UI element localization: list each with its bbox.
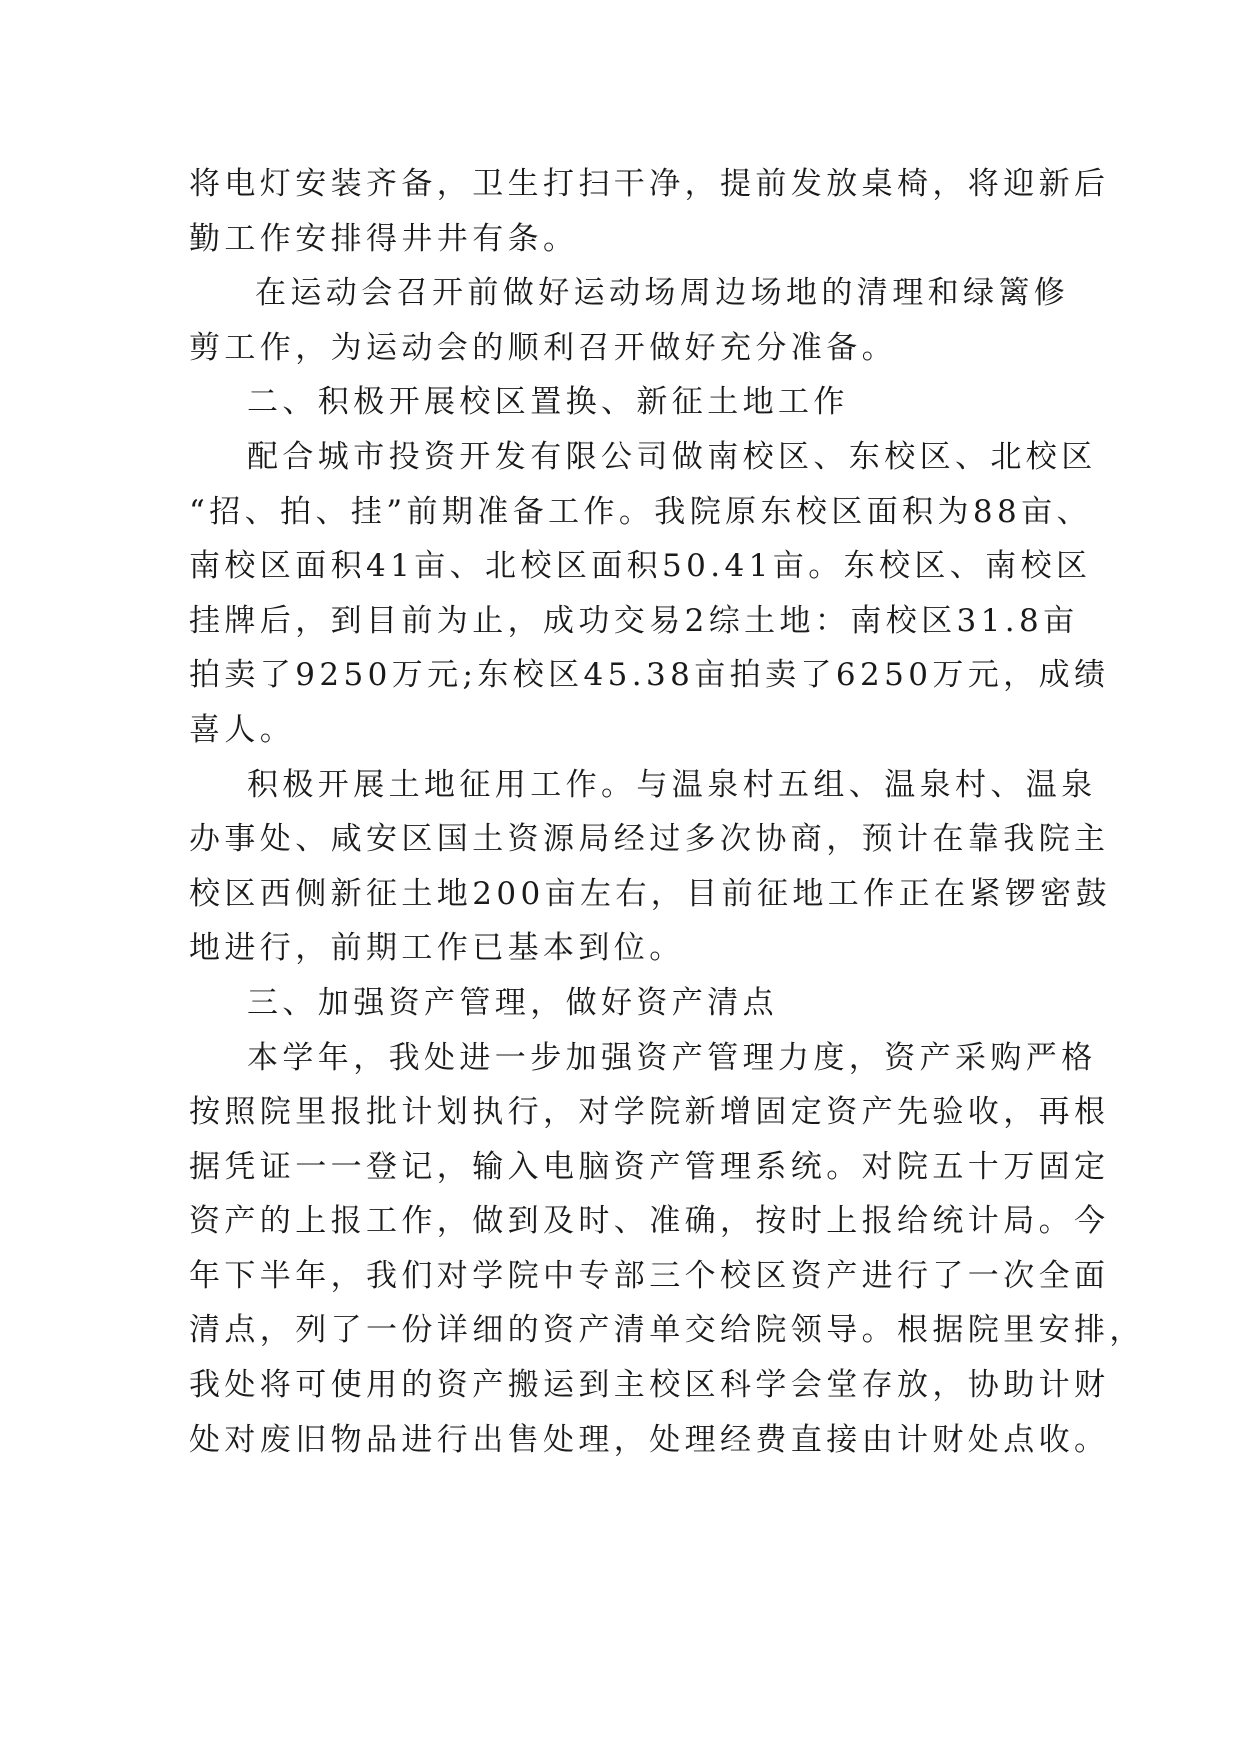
- text-line: 据凭证一一登记，输入电脑资产管理系统。对院五十万固定: [189, 1148, 1110, 1185]
- paragraph-start-line: 在运动会召开前做好运动场周边场地的清理和绿篱修: [255, 275, 1070, 312]
- paragraph-start-line: 本学年，我处进一步加强资产管理力度，资产采购严格: [247, 1039, 1097, 1076]
- text-line: 按照院里报批计划执行，对学院新增固定资产先验收，再根: [189, 1094, 1110, 1131]
- section-heading: 三、加强资产管理，做好资产清点: [247, 984, 778, 1021]
- text-line: 南校区面积41亩、北校区面积50.41亩。东校区、南校区: [189, 548, 1092, 585]
- text-line: 地进行，前期工作已基本到位。: [189, 930, 685, 967]
- text-line: 年下半年，我们对学院中专部三个校区资产进行了一次全面: [189, 1257, 1110, 1294]
- text-line: 校区西侧新征土地200亩左右，目前征地工作正在紧锣密鼓: [189, 875, 1111, 912]
- text-line: 清点，列了一份详细的资产清单交给院领导。根据院里安排，: [189, 1312, 1145, 1349]
- text-line: 喜人。: [189, 711, 296, 748]
- section-heading: 二、积极开展校区置换、新征土地工作: [247, 384, 849, 421]
- text-line: 我处将可使用的资产搬运到主校区科学会堂存放，协助计财: [189, 1367, 1110, 1404]
- text-line: 处对废旧物品进行出售处理，处理经费直接由计财处点收。: [189, 1421, 1110, 1458]
- text-line: 办事处、咸安区国土资源局经过多次协商，预计在靠我院主: [189, 821, 1110, 858]
- text-line: 剪工作，为运动会的顺利召开做好充分准备。: [189, 329, 897, 366]
- text-line: “招、拍、挂”前期准备工作。我院原东校区面积为88亩、: [189, 493, 1092, 530]
- paragraph-start-line: 积极开展土地征用工作。与温泉村五组、温泉村、温泉: [247, 766, 1097, 803]
- text-line: 拍卖了9250万元;东校区45.38亩拍卖了6250万元，成绩: [189, 657, 1110, 694]
- text-line: 勤工作安排得井井有条。: [189, 220, 579, 257]
- document-body: [189, 157, 1145, 1467]
- paragraph-start-line: 配合城市投资开发有限公司做南校区、东校区、北校区: [247, 438, 1097, 475]
- text-line: 挂牌后，到目前为止，成功交易2综土地：南校区31.8亩: [189, 602, 1079, 639]
- text-line: 将电灯安装齐备，卫生打扫干净，提前发放桌椅，将迎新后: [189, 166, 1110, 202]
- text-line: 资产的上报工作，做到及时、准确，按时上报给统计局。今: [189, 1203, 1110, 1240]
